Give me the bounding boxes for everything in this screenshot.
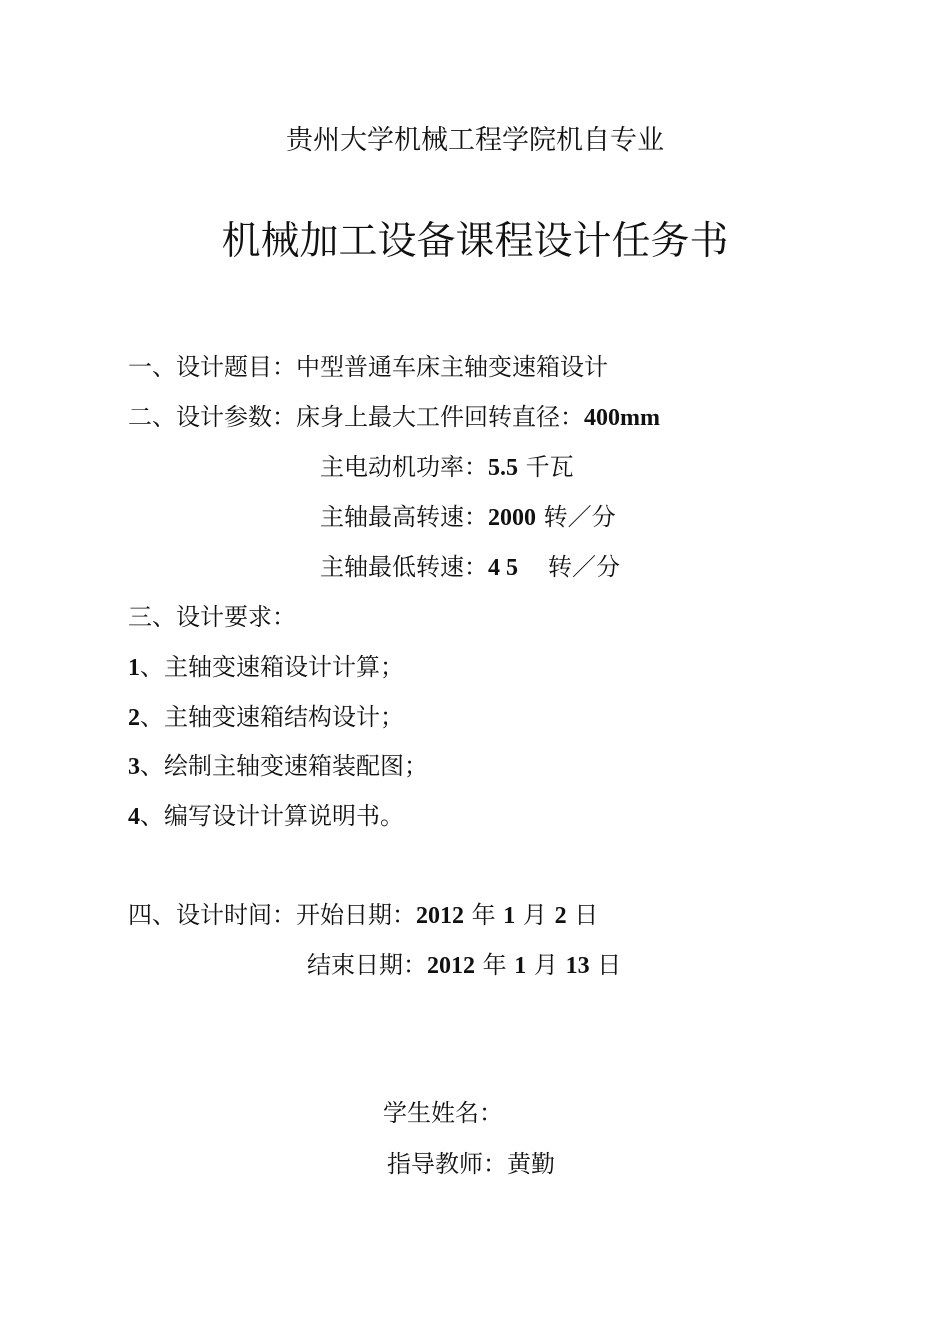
param-max-speed-label: 主轴最高转速： [320,503,488,531]
list-item [128,801,404,832]
end-date-label: 结束日期： [307,951,427,979]
list-item-number: 4 [128,804,140,830]
schedule-label: 四、设计时间： [128,901,296,929]
param-max-speed-line [320,502,616,533]
topic-label: 一、设计题目： [128,353,296,381]
start-date-label: 开始日期： [296,901,416,929]
schedule-start-line [128,900,598,931]
start-year: 2012 [416,903,464,929]
param-diameter-label: 床身上最大工件回转直径： [296,403,584,431]
year-char: 年 [482,951,507,979]
params-label: 二、设计参数： [128,403,296,431]
param-power-label: 主电动机功率： [320,453,488,481]
day-char: 日 [597,951,622,979]
param-min-speed-line [320,552,620,583]
document-title: 机械加工设备课程设计任务书 [221,219,729,264]
document-subtitle: 贵州大学机械工程学院机自专业 [286,125,664,156]
month-char: 月 [522,901,547,929]
list-item-text: 、编写设计计算说明书。 [140,802,404,830]
list-item [128,702,404,733]
topic-value: 中型普通车床主轴变速箱设计 [296,353,608,381]
param-diameter-line [128,402,660,433]
list-item [128,652,404,683]
param-max-speed-value: 2000 [488,505,536,531]
student-name-label: 学生姓名： [383,1099,503,1127]
list-item [128,751,428,782]
teacher-line [387,1149,555,1179]
param-max-speed-unit: 转／分 [543,503,616,531]
param-diameter-value: 400mm [584,405,660,431]
requirements-label: 三、设计要求： [128,603,296,631]
list-item-number: 3 [128,754,140,780]
param-min-speed-value: 4 5 [488,555,518,581]
list-item-text: 、主轴变速箱设计计算； [140,653,404,681]
start-day: 2 [554,903,567,929]
year-char: 年 [471,901,496,929]
start-month: 1 [503,903,516,929]
topic-line [128,352,608,382]
teacher-name: 黄勤 [507,1150,555,1178]
param-min-speed-label: 主轴最低转速： [320,553,488,581]
teacher-label: 指导教师： [387,1150,507,1178]
list-item-number: 1 [128,655,140,681]
list-item-number: 2 [128,705,140,731]
month-char: 月 [533,951,558,979]
list-item-text: 、主轴变速箱结构设计； [140,703,404,731]
end-year: 2012 [427,953,475,979]
end-month: 1 [514,953,527,979]
param-min-speed-unit: 转／分 [548,553,620,581]
day-char: 日 [574,901,599,929]
end-day: 13 [565,953,590,979]
param-power-unit: 千瓦 [525,453,574,481]
schedule-end-line [307,950,621,981]
param-power-value: 5.5 [488,455,518,481]
param-power-line [320,452,574,483]
list-item-text: 、绘制主轴变速箱装配图； [140,752,428,780]
